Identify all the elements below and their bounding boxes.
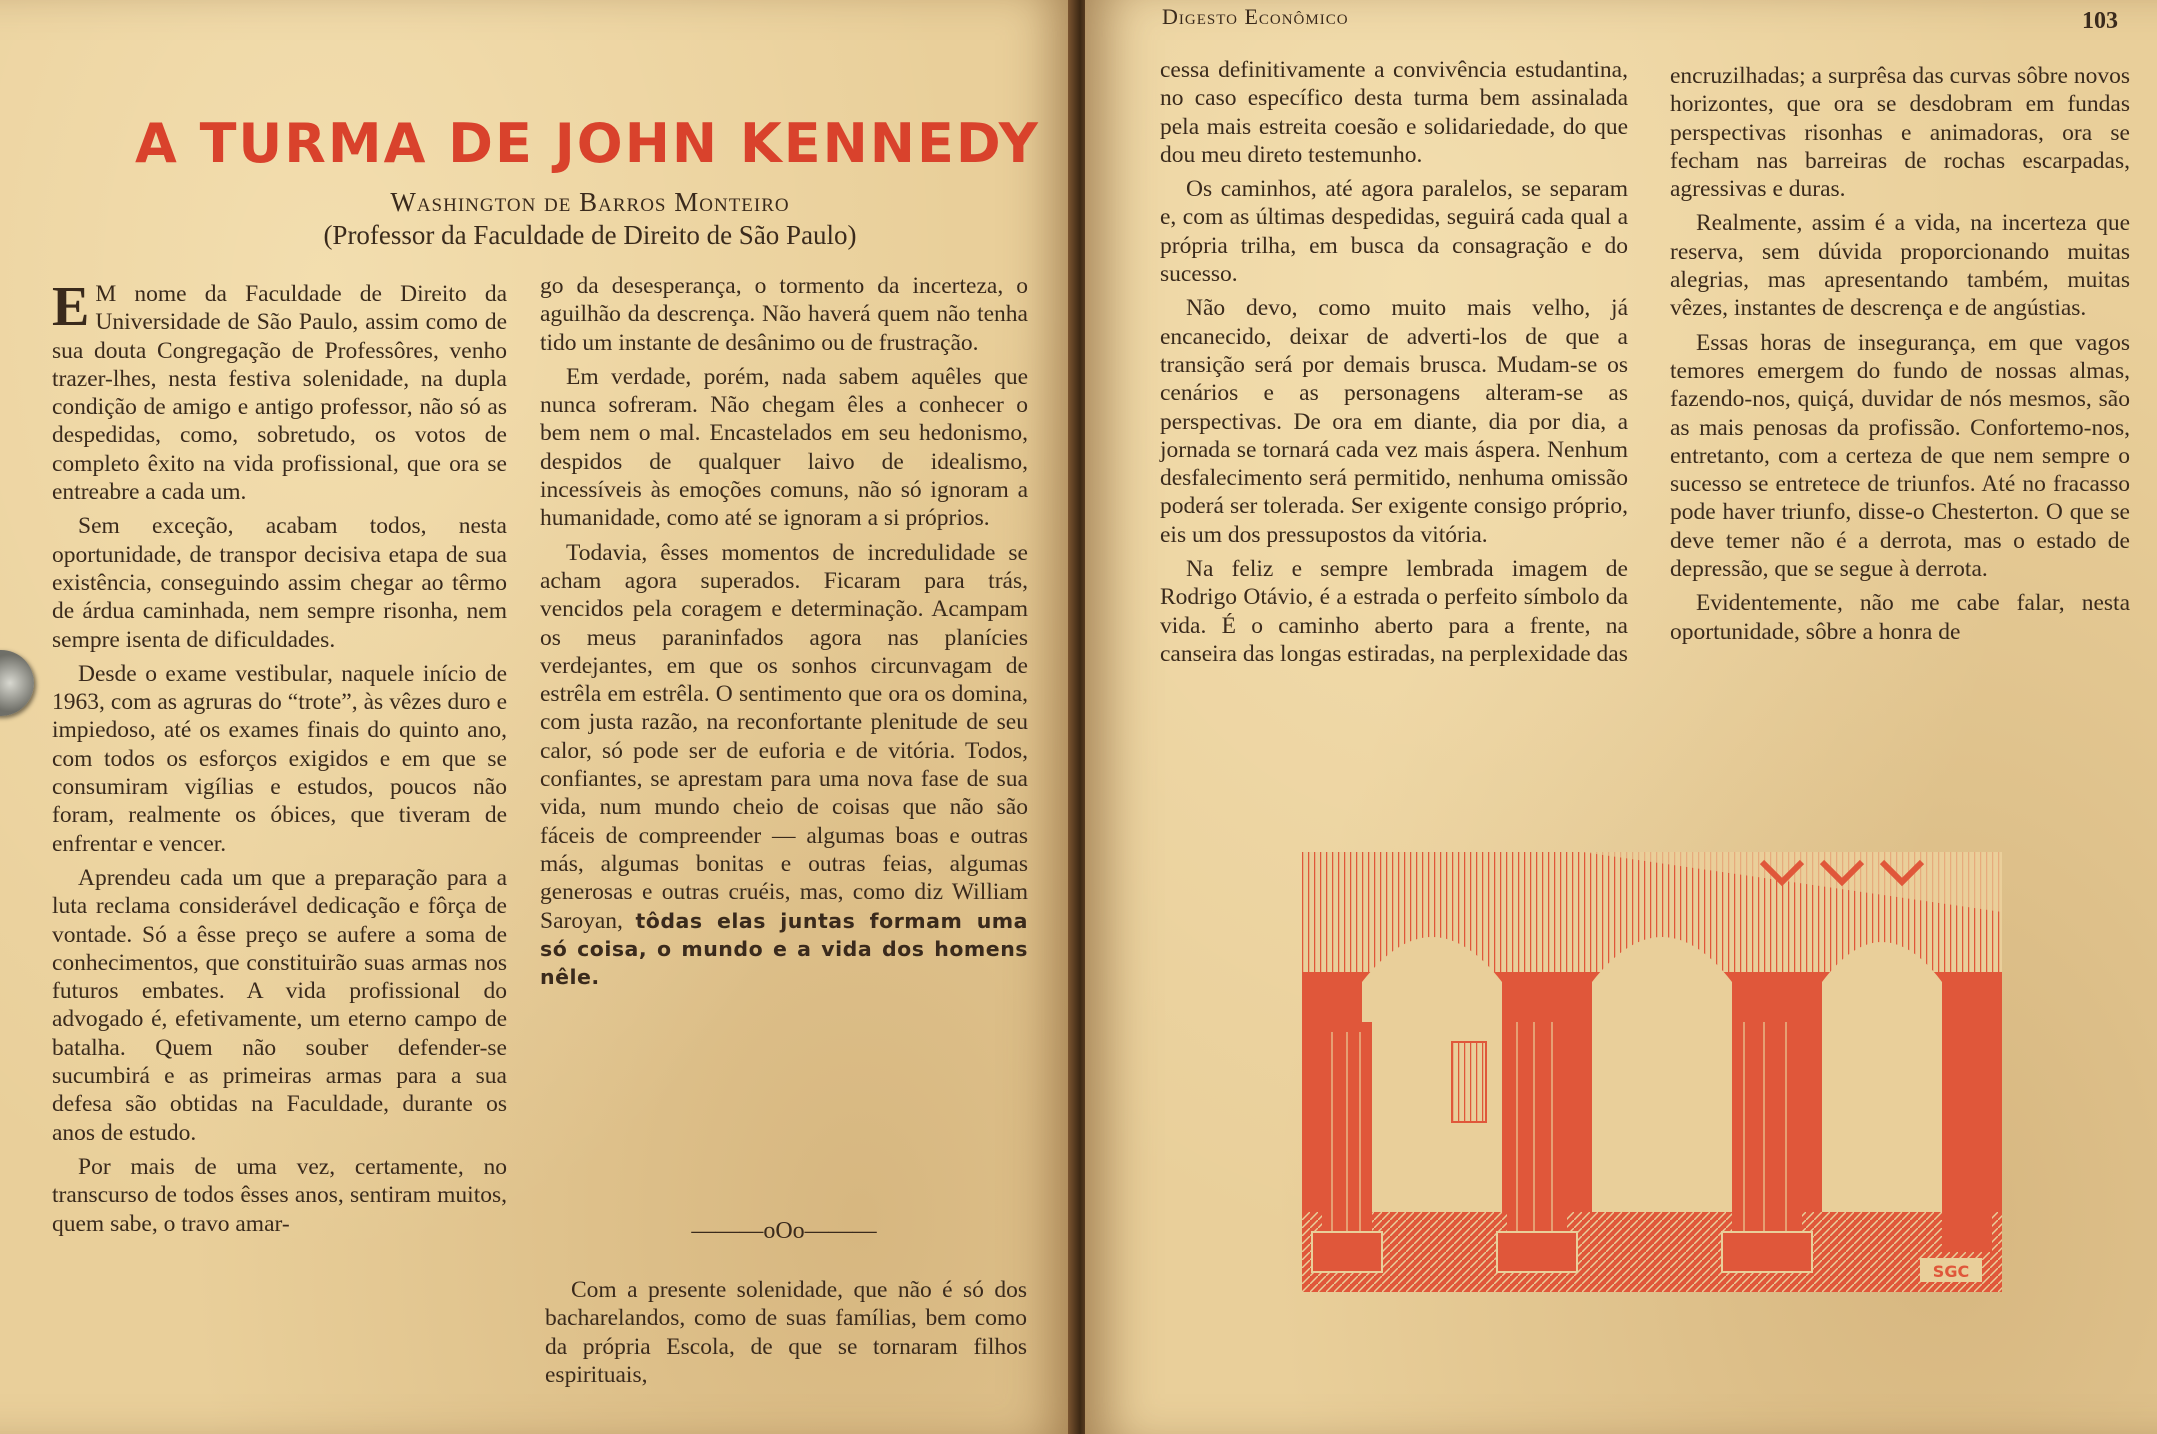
- bold-quote: tôdas elas juntas formam uma só coisa, o mundo e a vida dos homens nêle.: [540, 908, 1029, 990]
- paragraph: cessa definitivamente a convivência estudantina, no caso específico desta turma bem assinalada pela mais estreita coesão e solidariedade, do que dou meu direto testemunho.: [1160, 57, 1628, 168]
- page-number: 103: [2082, 8, 2118, 34]
- left-page: [0, 0, 1075, 1434]
- paragraph: Realmente, assim é a vida, na incerteza que reserva, sem dúvida proporcionando muitas alegrias, mas apresentando também, muitas vêzes, instantes de descrença e de angústias.: [1670, 210, 2130, 322]
- article-title: A TURMA DE JOHN KENNEDY: [135, 112, 1040, 175]
- column-1: [52, 276, 507, 1238]
- paragraph: [540, 539, 1028, 992]
- column-3: [1160, 56, 1628, 668]
- paragraph: Não devo, como muito mais velho, já encanecido, deixar de adverti-los de que a transição será por demais brusca. Mudam-se os cenários e as personagens alteram-se as perspectivas. De ora em diante, dia por dia, a jornada se tornará cada vez mais áspera. Nenhum desfalecimento será permitido, nenhuma omissão poderá ser tolerada. Ser exigente consigo próprio, eis um dos pressupostos da vitória.: [1160, 295, 1628, 548]
- paragraph: Aprendeu cada um que a preparação para a luta reclama considerável dedicação e fôrça de vontade. Só a êsse preço se aufere a soma de conhecimentos, que constituirão suas armas nos futuros embates. A vida profissional do advogado é, efetivamente, um eterno campo de batalha. Quem não souber defender-se sucumbirá e as primeiras armas para a sua defesa são obtidas na Faculdade, durante os anos de estudo.: [52, 864, 507, 1146]
- drop-cap: E: [52, 276, 90, 338]
- column-4: [1670, 62, 2130, 646]
- section-separator: ———oOo———: [691, 1218, 877, 1244]
- column-2-continued: [545, 1276, 1027, 1389]
- arcade-woodcut-illustration: [1302, 852, 2002, 1292]
- paragraph: Por mais de uma vez, certamente, no transcurso de todos êsses anos, sentiram muitos, quem sabe, o travo amar-: [52, 1153, 507, 1237]
- paragraph: Sem exceção, acabam todos, nesta oportunidade, de transpor decisiva etapa de sua existência, conseguindo assim chegar ao têrmo de árdua caminhada, nem sempre risonha, nem sempre isenta de dificuldades.: [52, 513, 507, 653]
- column-2: [540, 272, 1028, 991]
- paragraph-text: Todavia, êsses momentos de incredulidade se acham agora superados. Ficaram para trás, vencidos pela coragem e determinação. Acampam os meus paraninfados agora nas planícies verdejantes, em que os sonhos circunvagam de estrêla em estrêla. O sentimento que ora os domina, com justa razão, na reconfortante plenitude de seu calor, só pode ser de euforia e de vitória. Todos, confiantes, se aprestam para uma nova fase de sua vida, num mundo cheio de coisas que não são fáceis de compreender — algumas boas e outras más, algumas bonitas e outras feias, algumas generosas e outras cruéis, mas, como diz William Saroyan,: [540, 539, 1028, 934]
- paragraph: [52, 276, 507, 506]
- paragraph: Na feliz e sempre lembrada imagem de Rodrigo Otávio, é a estrada o perfeito símbolo da vida. É o caminho aberto para a frente, na canseira das longas estiradas, na perplexidade das: [1160, 556, 1628, 667]
- author-affiliation: (Professor da Faculdade de Direito de São Paulo): [323, 220, 857, 250]
- paragraph: go da desesperança, o tormento da incerteza, o aguilhão da descrença. Não haverá quem não tenha tido um instante de desânimo ou de frustração.: [540, 273, 1028, 356]
- running-header: Digesto Econômico: [1162, 4, 1349, 29]
- paragraph: Desde o exame vestibular, naquele início de 1963, com as agruras do “trote”, às vêzes duro e impiedoso, até os exames finais do quinto ano, com todos os esforços exigidos e em que se consumiram vigílias e estudos, poucos não foram, realmente os óbices, que tiveram de enfrentar e vencer.: [52, 660, 507, 857]
- paragraph: Essas horas de insegurança, em que vagos temores emergem do fundo de nossas almas, fazendo-nos, quiçá, duvidar de nós mesmos, são as mais penosas da profissão. Confortemo-nos, entretanto, com a certeza de que nem sempre o sucesso se entretece de triunfos. Até no fracasso pode haver triunfo, disse-o Chesterton. O que se deve temer não é a derrota, mas o estado de depressão, que se segue à derrota.: [1670, 329, 2130, 583]
- paragraph-text: M nome da Faculdade de Direito da Universidade de São Paulo, assim como de sua douta Congregação de Professôres, venho trazer-lhes, nesta festiva solenidade, na dupla condição de amigo e antigo professor, não só as despedidas, como, sobretudo, os votos de completo êxito na vida profissional, que ora se entreabre a cada um.: [52, 281, 507, 506]
- paragraph: Com a presente solenidade, que não é só dos bacharelandos, como de suas famílias, bem como da própria Escola, de que se tornaram filhos espirituais,: [545, 1277, 1027, 1388]
- paragraph: Evidentemente, não me cabe falar, nesta oportunidade, sôbre a honra de: [1670, 590, 2130, 645]
- paragraph: Os caminhos, até agora paralelos, se separam e, com as últimas despedidas, seguirá cada qual a própria trilha, em busca da consagração e do sucesso.: [1160, 176, 1628, 288]
- illustrator-signature: SGC: [1932, 1262, 1970, 1281]
- paragraph: Em verdade, porém, nada sabem aquêles que nunca sofreram. Não chegam êles a conhecer o bem nem o mal. Encastelados em seu hedonismo, despidos de qualquer laivo de idealismo, incessíveis às emoções comuns, não só ignoram a humanidade, como até se ignoram a si próprios.: [540, 363, 1028, 532]
- byline: [240, 186, 940, 252]
- paragraph: encruzilhadas; a surprêsa das curvas sôbre novos horizontes, que ora se desdobram em fundas perspectivas risonhas e animadoras, ora se fecham nas barreiras de rochas escarpadas, agressivas e duras.: [1670, 63, 2130, 203]
- binder-clip-left: [0, 650, 34, 716]
- author-name: Washington de Barros Monteiro: [390, 187, 790, 217]
